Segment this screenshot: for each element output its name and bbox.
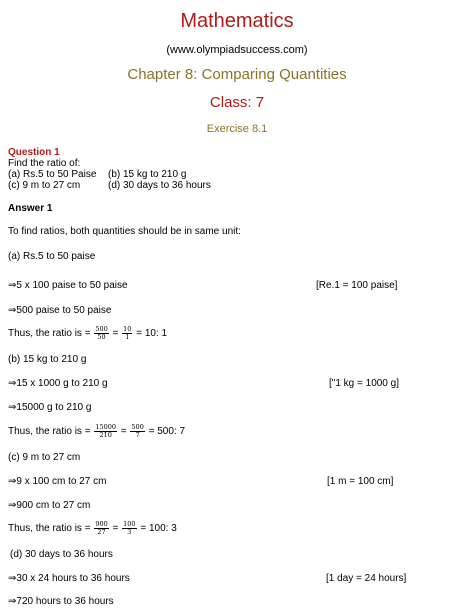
part-a-step2: ⇒500 paise to 50 paise (8, 305, 112, 316)
class-heading: Class: 7 (209, 94, 265, 111)
ratio-result: = 10: 1 (136, 328, 168, 340)
fraction-denominator: 7 (135, 431, 140, 439)
ratio-prefix: Thus, the ratio is = (8, 328, 91, 340)
fraction-numerator: 15000 (95, 423, 117, 431)
chapter-heading: Chapter 8: Comparing Quantities (127, 66, 347, 83)
fraction-denominator: 210 (99, 431, 112, 439)
fraction (94, 326, 108, 341)
part-c-heading: (c) 9 m to 27 cm (8, 452, 81, 463)
ratio-prefix: Thus, the ratio is = (8, 523, 91, 535)
part-c-note: [1 m = 100 cm] (327, 476, 394, 487)
part-a-heading: (a) Rs.5 to 50 paise (8, 251, 96, 262)
website-link[interactable]: (www.olympiadsuccess.com) (166, 44, 308, 56)
fraction-denominator: 3 (127, 528, 132, 536)
fraction-denominator: 50 (97, 333, 106, 341)
ratio-prefix: Thus, the ratio is = (8, 426, 91, 438)
part-b-note: ["1 kg = 1000 g] (329, 378, 399, 389)
question-part-c: (c) 9 m to 27 cm (8, 180, 81, 191)
part-a-note: [Re.1 = 100 paise] (316, 280, 398, 291)
part-b-step1: ⇒15 x 1000 g to 210 g (8, 378, 108, 389)
fraction-denominator: 27 (97, 528, 106, 536)
part-d-heading: (d) 30 days to 36 hours (10, 549, 113, 560)
fraction-numerator: 900 (95, 520, 108, 528)
part-d-note: [1 day = 24 hours] (326, 573, 407, 584)
part-c-step2: ⇒900 cm to 27 cm (8, 500, 91, 511)
part-d-step2: ⇒720 hours to 36 hours (8, 596, 114, 607)
part-a-ratio: Thus, the ratio is = $\frac{500}{50}$ = $\frac{10}{1}$ = 10: 1 (8, 325, 168, 341)
ratio-result: = 100: 3 (140, 523, 177, 535)
fraction-denominator: 1 (125, 333, 130, 341)
part-b-ratio: Thus, the ratio is = $\frac{15000}{210}$ = $\frac{500}{7}$ = 500: 7 (8, 423, 186, 439)
fraction-numerator: 500 (95, 325, 108, 333)
fraction-numerator: 10 (123, 325, 132, 333)
question-part-a: (a) Rs.5 to 50 Paise (8, 169, 97, 180)
fraction-numerator: 100 (123, 520, 136, 528)
answer-label: Answer 1 (8, 203, 53, 214)
fraction (122, 521, 136, 536)
fraction (94, 521, 108, 536)
fraction (122, 326, 132, 341)
question-part-d: (d) 30 days to 36 hours (108, 180, 211, 191)
fraction (94, 424, 117, 439)
part-c-step1: ⇒9 x 100 cm to 27 cm (8, 476, 107, 487)
question-prompt: Find the ratio of: (8, 158, 81, 169)
page-title: Mathematics (180, 10, 294, 32)
part-b-step2: ⇒15000 g to 210 g (8, 402, 92, 413)
fraction-numerator: 500 (131, 423, 144, 431)
part-c-ratio: Thus, the ratio is = $\frac{900}{27}$ = $\frac{100}{3}$ = 100: 3 (8, 520, 177, 536)
part-d-step1: ⇒30 x 24 hours to 36 hours (8, 573, 130, 584)
exercise-heading: Exercise 8.1 (206, 123, 268, 135)
ratio-result: = 500: 7 (148, 426, 186, 438)
question-part-b: (b) 15 kg to 210 g (108, 169, 187, 180)
question-label: Question 1 (8, 147, 60, 158)
part-a-step1: ⇒5 x 100 paise to 50 paise (8, 280, 128, 291)
part-b-heading: (b) 15 kg to 210 g (8, 354, 87, 365)
answer-intro: To find ratios, both quantities should be in same unit: (8, 226, 241, 237)
fraction (130, 424, 144, 439)
